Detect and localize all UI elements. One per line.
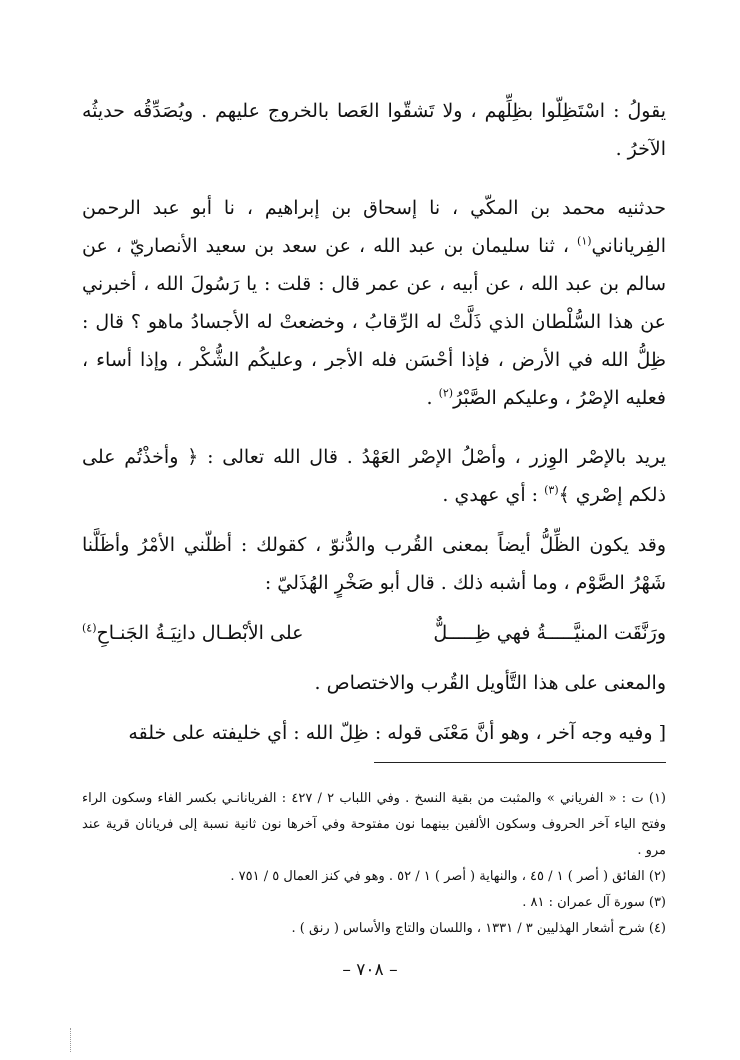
footnote-ref-2: (٢) — [438, 386, 454, 400]
page-number: – ٧٠٨ – — [342, 960, 398, 980]
footnote-divider — [374, 762, 666, 763]
paragraph-3 — [82, 438, 666, 514]
footnote-ref-3: (٣) — [544, 483, 559, 497]
paragraph-2-text: حدثنيه محمد بن المكّي ، نا إسحاق بن إبراهيم ، نا أبو عبد الرحمن الفِرياناني — [82, 197, 666, 257]
verse-second-text: على الأبْطـال دانِيَـةُ الجَنـاحِ — [96, 622, 304, 644]
paragraph-2 — [82, 189, 666, 417]
paragraph-3-text: يريد بالإصْر الوِزر ، وأصْلُ الإصْر العَهْدُ . قال الله تعالى : ﴿ وأخذْتُم على ذلكم إصْري ﴾ — [82, 446, 666, 506]
footnote-1: (١) ت : « الفرياني » والمثبت من بقية النسخ . وفي اللباب ٢ / ٤٢٧ : الفريانانـي بكسر الفاء وسكون الراء وفتح الياء آخر الحروف وسكون الألفين بينهما نون مفتوحة وفي آخرها نون ثانية نسبة إلى فريانان قرية عند مرو . — [82, 791, 666, 858]
paragraph-2-end: . — [426, 387, 439, 409]
paragraph-6: [ وفيه وجه آخر ، وهو أنَّ مَعْنَى قوله : ظِلّ الله : أي خليفته على خلقه — [128, 722, 666, 744]
scan-margin-mark — [70, 1028, 72, 1052]
paragraph-1: يقولُ : اسْتَظِلّوا بظِلِّهم ، ولا تَشقّوا العَصا بالخروج عليهم . ويُصَدِّقُه حديثُه الآخرُ . — [82, 100, 666, 160]
footnote-ref-1: (١) — [577, 234, 592, 248]
verse-first-hemistich: ورَنَّقَت المنيَّـــــةُ فهي ظِـــــلٌّ — [433, 622, 666, 644]
footnote-ref-4: (٤) — [82, 621, 97, 635]
verse-second-hemistich — [82, 614, 303, 652]
footnote-2: (٢) الفائق ( أصر ) ١ / ٤٥ ، والنهاية ( أصر ) ١ / ٥٢ . وهو في كنز العمال ٥ / ٧٥١ . — [230, 869, 666, 884]
paragraph-3-tail: : أي عهدي . — [442, 484, 545, 506]
footnote-4: (٤) شرح أشعار الهذليين ٣ / ١٣٣١ ، واللسان والتاج والأساس ( رنق ) . — [291, 921, 666, 936]
footnote-3: (٣) سورة آل عمران : ٨١ . — [522, 895, 666, 910]
paragraph-4: وقد يكون الظِّلُّ أيضاً بمعنى القُرب والدُّنوّ ، كقولك : أظلّني الأمْرُ وأظَلَّنا شَهْرُ الصَّوْم ، وما أشبه ذلك . قال أبو صَخْرٍ الهُذَليّ : — [82, 534, 666, 594]
paragraph-5: والمعنى على هذا التَّأويل القُرب والاختصاص . — [314, 672, 666, 694]
footnotes — [82, 786, 666, 942]
main-text — [82, 92, 666, 752]
paragraph-2-tail: ، ثنا سليمان بن عبد الله ، عن سعد بن سعيد الأنصاريّ ، عن سالم بن عبد الله ، عن أبيه ، عن عمر قال : قلت : يا رَسُولَ الله ، أخبرني عن هذا السُّلْطان الذي ذَلَّتْ له الرِّقابُ ، وخضعتْ له الأجسادُ ماهو ؟ قال : ظِلُّ الله في الأرض ، فإذا أحْسَن فله الأجر ، وعليكُم الشُّكْر ، وإذا أساء ، فعليه الإصْرُ ، وعليكم الصَّبْرُ — [82, 235, 666, 409]
poem-verse — [82, 614, 666, 652]
